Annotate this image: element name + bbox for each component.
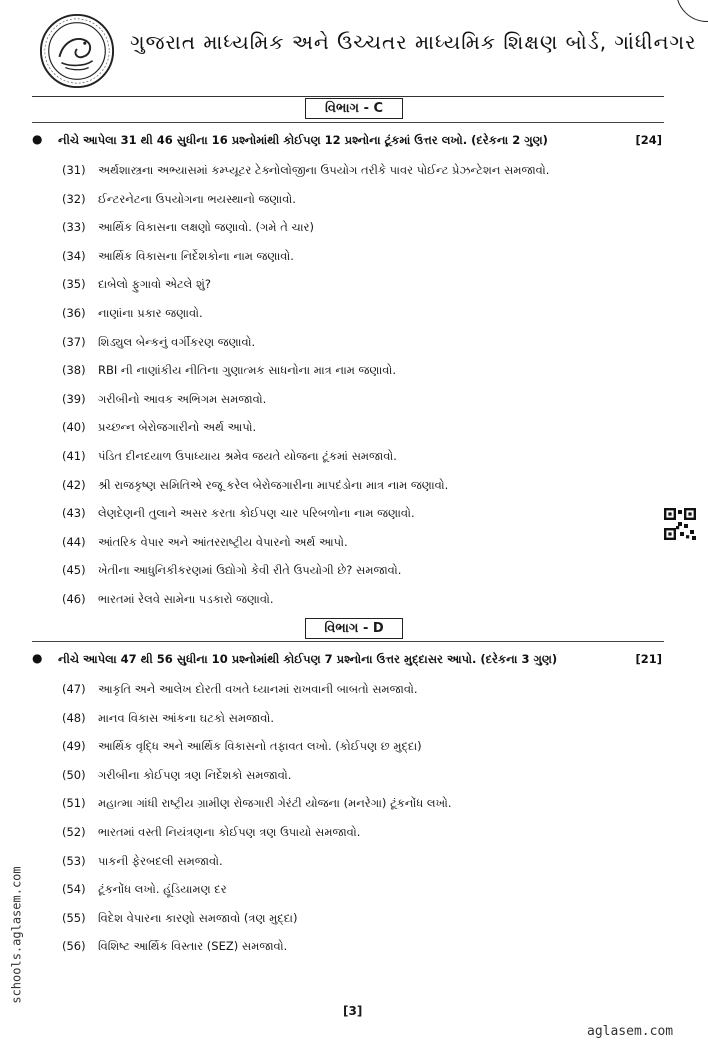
question-item <box>62 939 287 954</box>
section-c-divider <box>32 122 664 123</box>
question-number: (55) <box>62 910 86 925</box>
question-number: (48) <box>62 710 86 725</box>
question-text: આર્થિક વિકાસના લક્ષણો જણાવો. (ગમે તે ચાર) <box>98 220 314 235</box>
question-text: ખેતીના આધુનિકીકરણમાં ઉદ્યોગો કેવી રીતે ઉપયોગી છે? સમજાવો. <box>98 563 402 578</box>
question-text: માનવ વિકાસ આંકના ઘટકો સમજાવો. <box>98 710 274 725</box>
section-c-label: વિભાગ - C <box>305 98 403 119</box>
question-item <box>62 192 296 207</box>
question-number: (49) <box>62 739 86 754</box>
footer-brand: aglasem.com <box>587 1024 674 1039</box>
qr-code-icon <box>664 508 696 540</box>
question-number: (33) <box>62 220 86 235</box>
question-item <box>62 306 203 321</box>
question-text: નાણાંના પ્રકાર જણાવો. <box>98 306 203 320</box>
question-text: RBI ની નાણાંકીય નીતિના ગુણાત્મક સાધનોના માત્ર નામ જણાવો. <box>98 363 396 378</box>
side-watermark: schools.aglasem.com <box>9 866 24 1004</box>
board-seal-icon <box>38 12 116 90</box>
question-number: (41) <box>62 449 86 463</box>
question-text: ટૂંકનોંધ લખો. હૂંડિયામણ દર <box>98 882 227 897</box>
question-item <box>62 682 418 697</box>
question-item <box>62 277 211 292</box>
question-text: મહાત્મા ગાંધી રાષ્ટ્રીય ગ્રામીણ રોજગારી ગેરંટી યોજના (મનરેગા) ટૂંકનોંધ લખો. <box>98 796 452 811</box>
question-item <box>62 335 255 350</box>
section-d-divider <box>32 641 664 642</box>
question-item <box>62 592 274 607</box>
question-number: (45) <box>62 563 86 578</box>
question-number: (46) <box>62 592 86 606</box>
question-item <box>62 711 274 726</box>
instruction-text: નીચે આપેલા 31 થી 46 સુધીના 16 પ્રશ્નોમાંથી કોઈપણ 12 પ્રશ્નોના ટૂંકમાં ઉત્તર લખો. (દરેકના 2 ગુણ) <box>58 133 548 147</box>
question-item <box>62 911 297 926</box>
question-text: વિદેશ વેપારના કારણો સમજાવો (ત્રણ મુદ્દા) <box>98 910 298 925</box>
question-number: (43) <box>62 506 86 521</box>
question-item <box>62 739 422 754</box>
question-text: આંતરિક વેપાર અને આંતરરાષ્ટ્રીય વેપારનો અર્થ આપો. <box>98 534 348 549</box>
page-number: [3] <box>343 1004 363 1018</box>
question-item <box>62 449 397 464</box>
question-item <box>62 768 291 783</box>
question-item <box>62 249 294 264</box>
instruction-text: નીચે આપેલા 47 થી 56 સુધીના 10 પ્રશ્નોમાંથી કોઈપણ 7 પ્રશ્નોના ઉત્તર મુદ્દાસર આપો. (દરેકના 3 ગુણ) <box>58 652 558 666</box>
question-item <box>62 478 448 493</box>
question-text: દાબેલો ફુગાવો એટલે શું? <box>98 277 211 292</box>
question-item <box>62 563 401 578</box>
question-text: શ્રી રાજકૃષ્ણ સમિતિએ રજૂ કરેલ બેરોજગારીના માપદંડોના માત્ર નામ જણાવો. <box>98 477 449 492</box>
bullet-icon: ● <box>32 132 43 146</box>
question-text: અર્થશાસ્ત્રના અભ્યાસમાં કમ્પ્યૂટર ટેક્નોલોજીના ઉપયોગ તરીકે પાવર પોઈન્ટ પ્રેઝન્ટેશન સમજાવો. <box>98 163 550 177</box>
section-d-label: વિભાગ - D <box>305 618 403 639</box>
question-text: ભારતમાં વસ્તી નિયંત્રણના કોઈપણ ત્રણ ઉપાયો સમજાવો. <box>98 825 361 839</box>
question-text: પ્રચ્છન્ન બેરોજગારીનો અર્થ આપો. <box>98 420 257 435</box>
question-number: (53) <box>62 853 86 868</box>
question-number: (50) <box>62 767 86 782</box>
question-number: (34) <box>62 248 86 263</box>
question-text: આકૃતિ અને આલેખ દોરતી વખતે ધ્યાનમાં રાખવાની બાબતો સમજાવો. <box>98 682 418 696</box>
question-text: શિડ્યુલ બેન્કનું વર્ગીકરણ જણાવો. <box>98 334 256 349</box>
question-item <box>62 882 227 897</box>
question-number: (32) <box>62 191 86 206</box>
question-number: (36) <box>62 306 86 320</box>
header-divider <box>32 96 664 97</box>
question-item <box>62 796 452 811</box>
question-number: (40) <box>62 420 86 435</box>
question-text: ગરીબીના કોઈપણ ત્રણ નિર્દેશકો સમજાવો. <box>98 767 292 782</box>
question-number: (56) <box>62 939 86 954</box>
question-item <box>62 825 360 840</box>
question-text: ઈન્ટરનેટના ઉપયોગના ભયસ્થાનો જણાવો. <box>98 191 296 206</box>
question-item <box>62 420 256 435</box>
question-number: (37) <box>62 334 86 349</box>
section-marks: [24] <box>635 133 662 147</box>
question-item <box>62 392 266 407</box>
question-item <box>62 535 348 550</box>
question-text: આર્થિક વૃદ્ધિ અને આર્થિક વિકાસનો તફાવત લખો. (કોઈપણ છ મુદ્દા) <box>98 739 422 754</box>
question-number: (42) <box>62 477 86 492</box>
question-text: ગરીબીનો આવક અભિગમ સમજાવો. <box>98 391 267 406</box>
question-number: (38) <box>62 363 86 378</box>
question-text: વિશિષ્ટ આર્થિક વિસ્તાર (SEZ) સમજાવો. <box>98 939 288 954</box>
question-text: પંડિત દીનદયાળ ઉપાધ્યાય શ્રમેવ જયતે યોજના ટૂંકમાં સમજાવો. <box>98 449 397 463</box>
section-marks: [21] <box>635 652 662 666</box>
question-item <box>62 854 223 869</box>
question-text: આર્થિક વિકાસના નિર્દેશકોના નામ જણાવો. <box>98 248 294 263</box>
question-text: ભારતમાં રેલવે સામેના પડકારો જણાવો. <box>98 592 274 606</box>
question-number: (54) <box>62 882 86 897</box>
question-number: (31) <box>62 163 86 177</box>
page-header <box>0 0 708 100</box>
question-item <box>62 506 415 521</box>
question-item <box>62 363 396 378</box>
question-number: (51) <box>62 796 86 811</box>
question-number: (35) <box>62 277 86 292</box>
question-item <box>62 163 549 178</box>
question-number: (44) <box>62 534 86 549</box>
question-number: (47) <box>62 682 86 696</box>
question-text: લેણદેણની તુલાને અસર કરતા કોઈપણ ચાર પરિબળોના નામ જણાવો. <box>98 506 415 521</box>
board-title: ગુજરાત માધ્યમિક અને ઉચ્ચતર માધ્યમિક શિક્ષણ બોર્ડ, ગાંધીનગર <box>130 30 697 54</box>
question-text: પાકની ફેરબદલી સમજાવો. <box>98 853 223 868</box>
question-number: (39) <box>62 391 86 406</box>
question-item <box>62 220 314 235</box>
question-number: (52) <box>62 825 86 839</box>
bullet-icon: ● <box>32 651 43 665</box>
